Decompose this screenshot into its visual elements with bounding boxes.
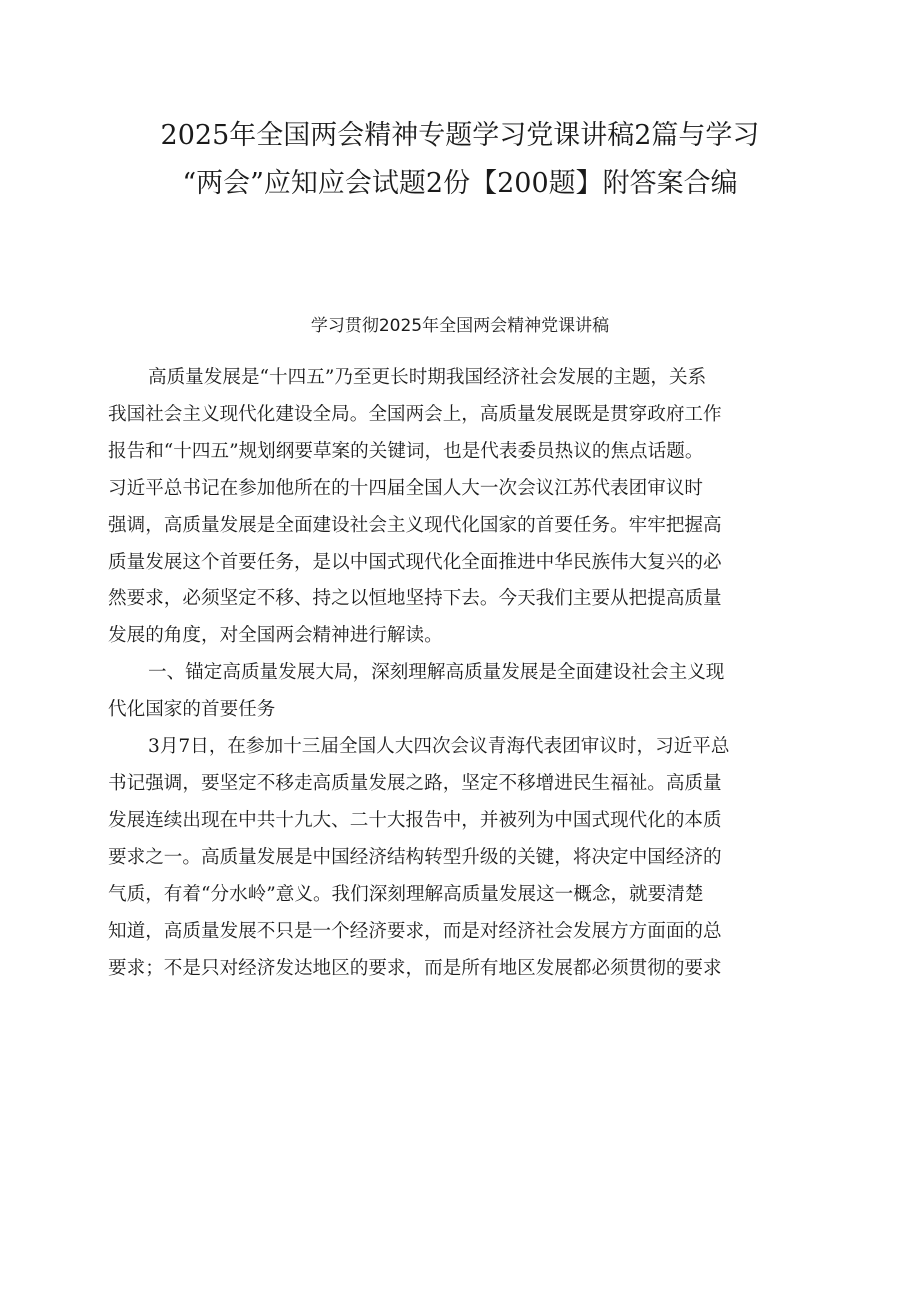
paragraph-intro [108,360,808,655]
title-line-2: “两会”应知应会试题2份【200题】附答案合编 [182,168,738,199]
text-line: 发展连续出现在中共十九大、二十大报告中，并被列为中国式现代化的本质 [108,809,722,831]
text-line: 气质，有着“分水岭”意义。我们深刻理解高质量发展这一概念，就要清楚 [108,883,704,905]
text-line: 代化国家的首要任务 [108,699,276,721]
text-line: 3月7日，在参加十三届全国人大四次会议青海代表团审议时，习近平总 [147,736,730,758]
section-heading: 学习贯彻2025年全国两会精神党课讲稿 [310,316,610,336]
text-line: 报告和“十四五”规划纲要草案的关键词，也是代表委员热议的焦点话题。 [108,440,704,462]
paragraph-subheading-1 [108,655,808,729]
text-line: 质量发展这个首要任务，是以中国式现代化全面推进中华民族伟大复兴的必 [108,551,722,573]
paragraph-body-1 [108,729,808,987]
text-line: 知道，高质量发展不只是一个经济要求，而是对经济社会发展方方面面的总 [108,920,722,942]
document-title [100,112,820,208]
text-line: 发展的角度，对全国两会精神进行解读。 [108,625,443,647]
text-line: 习近平总书记在参加他所在的十四届全国人大一次会议江苏代表团审议时 [108,477,704,499]
text-line: 我国社会主义现代化建设全局。全国两会上，高质量发展既是贯穿政府工作 [108,403,722,425]
text-line: 然要求，必须坚定不移、持之以恒地坚持下去。今天我们主要从把提高质量 [108,588,722,610]
text-line: 要求之一。高质量发展是中国经济结构转型升级的关键，将决定中国经济的 [108,846,722,868]
text-line: 书记强调，要坚定不移走高质量发展之路，坚定不移增进民生福祉。高质量 [108,772,722,794]
text-line: 高质量发展是“十四五”乃至更长时期我国经济社会发展的主题，关系 [147,367,707,388]
text-line: 强调，高质量发展是全面建设社会主义现代化国家的首要任务。牢牢把握高 [108,514,722,536]
title-line-1: 2025年全国两会精神专题学习党课讲稿2篇与学习 [160,120,760,151]
body-text [108,360,808,987]
text-line: 一、锚定高质量发展大局，深刻理解高质量发展是全面建设社会主义现 [147,662,725,684]
text-line: 要求；不是只对经济发达地区的要求，而是所有地区发展都必须贯彻的要求 [108,957,722,979]
